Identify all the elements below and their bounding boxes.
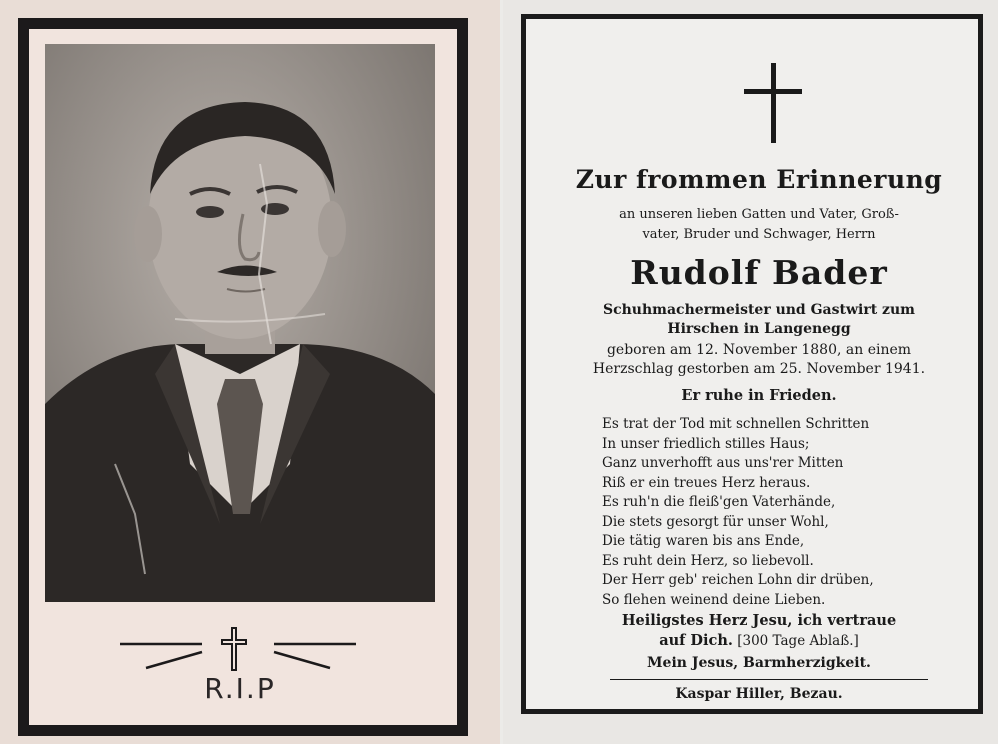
rest-in-peace: Er ruhe in Frieden. <box>681 387 837 404</box>
prayer-continuation <box>562 631 956 651</box>
dedication-line: vater, Bruder und Schwager, Herrn <box>642 227 876 242</box>
poem <box>602 415 962 610</box>
mercy-invocation: Mein Jesus, Barmherzigkeit. <box>647 655 871 671</box>
right-card <box>503 0 998 744</box>
card-heading: Zur frommen Erinnerung <box>575 165 943 194</box>
dedication <box>562 205 956 245</box>
prayer-line: auf Dich. <box>659 632 733 649</box>
life-line: geboren am 12. November 1880, an einem <box>606 342 912 358</box>
poem-line: Die tätig waren bis ans Ende, <box>602 533 805 549</box>
life-line: Herzschlag gestorben am 25. November 1941. <box>592 361 926 377</box>
poem-line: So flehen weinend deine Lieben. <box>602 591 826 608</box>
poem-line: Es ruht dein Herz, so liebevoll. <box>602 552 814 569</box>
life-dates <box>562 341 956 379</box>
rip-label: R.I.P <box>204 672 276 705</box>
occupation-line: Schuhmachermeister und Gastwirt zum <box>602 302 915 318</box>
poem-line: Die stets gesorgt für unser Wohl, <box>602 513 829 530</box>
poem-line: Riß er ein treues Herz heraus. <box>602 474 811 491</box>
cross-icon <box>744 63 802 143</box>
printer-credit: Kaspar Hiller, Bezau. <box>675 686 843 702</box>
occupation <box>562 301 956 339</box>
poem-line: Der Herr geb' reichen Lohn dir drüben, <box>602 572 874 588</box>
dedication-line: an unseren lieben Gatten und Vater, Groß- <box>619 207 899 222</box>
occupation-line: Hirschen in Langenegg <box>667 321 851 337</box>
deceased-name: Rudolf Bader <box>630 253 888 292</box>
poem-line: Ganz unverhofft aus uns'rer Mitten <box>602 455 844 471</box>
divider <box>610 679 928 680</box>
portrait-photo <box>45 44 435 602</box>
portrait-illustration <box>45 44 435 602</box>
poem-line: Es ruh'n die fleiß'gen Vaterhände, <box>602 494 836 510</box>
prayer-line: Heiligstes Herz Jesu, ich vertraue <box>621 612 897 629</box>
rip-cross-icon <box>120 624 356 674</box>
poem-line: In unser friedlich stilles Haus; <box>602 435 810 452</box>
prayer <box>562 611 956 631</box>
indulgence-note: [300 Tage Ablaß.] <box>737 633 859 649</box>
right-card-border <box>521 14 983 714</box>
poem-line: Es trat der Tod mit schnellen Schritten <box>602 416 870 432</box>
